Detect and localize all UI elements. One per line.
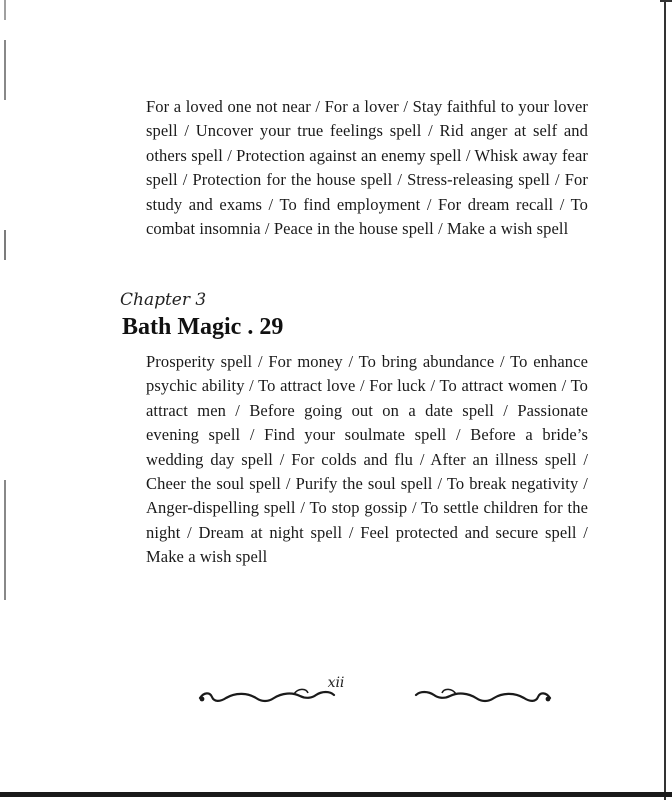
scan-right-edge (664, 0, 666, 800)
chapter-title[interactable]: Bath Magic . 29 (122, 314, 284, 340)
page-number: xii (327, 675, 345, 691)
chapter-3-contents: Prosperity spell / For money / To bring abundance / To enhance psychic ability / To attract love / For luck / To attract women / To attract men / Before going out on a date spell / Passionate evening spell / Find your soulmate spell / Before a bride’s wedding day spell / For colds and flu / After an illness spell / Cheer the soul spell / Purify the soul spell / To break negativity / Anger-dispelling spell / To stop gossip / To settle children for the night / Dream at night spell / Feel protected and secure spell / Make a wish spell (146, 352, 588, 567)
scan-top-edge (660, 0, 672, 2)
chapter-2-contents: For a loved one not near / For a lover / Stay faithful to your lover spell / Uncover your true feelings spell / Rid anger at self and others spell / Protection against an enemy spell / Whisk away fear spell / Protection for the house spell / Stress-releasing spell / For study and exams / To find employment / For dream recall / To combat insomnia / Peace in the house spell / Make a wish spell (146, 97, 588, 239)
right-flourish-icon (404, 686, 554, 708)
chapter-label: Chapter 3 (120, 290, 207, 310)
scan-bottom-edge (0, 792, 672, 797)
scan-left-edge (4, 0, 6, 800)
